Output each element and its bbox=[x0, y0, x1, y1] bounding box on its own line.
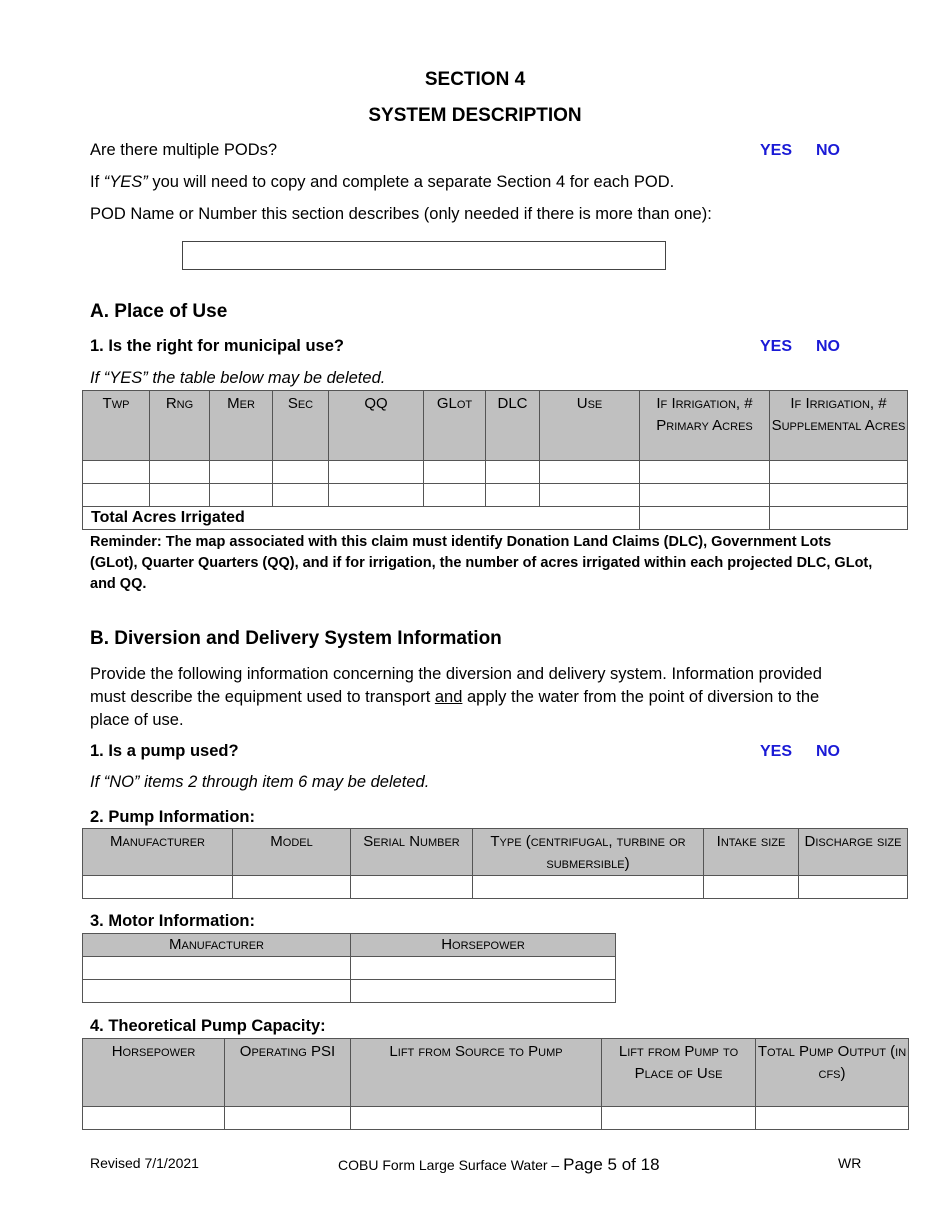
motor-info-table bbox=[82, 933, 616, 1003]
capacity-title: 4. Theoretical Pump Capacity: bbox=[90, 1017, 326, 1035]
page-title: SYSTEM DESCRIPTION bbox=[368, 105, 582, 126]
col-twp: Twp bbox=[83, 391, 150, 461]
copy-note-prefix: If bbox=[90, 173, 104, 191]
municipal-use-note: If “YES” the table below may be deleted. bbox=[90, 369, 386, 387]
multiple-pods-yes[interactable]: YES bbox=[760, 142, 793, 159]
municipal-use-yes[interactable]: YES bbox=[760, 338, 793, 355]
copy-note bbox=[90, 173, 674, 192]
place-of-use-table bbox=[82, 390, 908, 530]
col-dlc: DLC bbox=[486, 391, 540, 461]
pump-used-note: If “NO” items 2 through item 6 may be deleted. bbox=[90, 773, 430, 791]
col-mer: Mer bbox=[210, 391, 273, 461]
section-b-title: B. Diversion and Delivery System Information bbox=[90, 628, 502, 649]
col-motor-manufacturer: Manufacturer bbox=[83, 934, 351, 957]
intro-part-1: Provide the following information concerning the diversion and delivery system. Information provided must describe the equipment used to transport bbox=[90, 665, 822, 706]
form-code: WR bbox=[838, 1155, 862, 1171]
section-b-intro bbox=[90, 663, 840, 732]
map-reminder: Reminder: The map associated with this claim must identify Donation Land Claims (DLC), Government Lots (GLot), Quarter Quarters (QQ), and if for irrigation, the number of acres irrigated within each projected DLC, GLot, and QQ. bbox=[90, 534, 873, 592]
col-rng: Rng bbox=[150, 391, 210, 461]
col-motor-horsepower: Horsepower bbox=[351, 934, 616, 957]
col-sec: Sec bbox=[273, 391, 329, 461]
pump-used-question: 1. Is a pump used? bbox=[90, 742, 239, 760]
col-lift-source: Lift from Source to Pump bbox=[351, 1039, 602, 1107]
pump-capacity-table bbox=[82, 1038, 909, 1130]
table-row[interactable] bbox=[83, 1107, 909, 1130]
col-discharge-size: Discharge size bbox=[799, 829, 908, 876]
total-supplemental-acres[interactable] bbox=[770, 507, 908, 530]
table-row[interactable] bbox=[83, 461, 908, 484]
col-use: Use bbox=[540, 391, 640, 461]
table-row[interactable] bbox=[83, 484, 908, 507]
col-type: Type (centrifugal, turbine or submersible) bbox=[473, 829, 704, 876]
pump-used-no[interactable]: NO bbox=[816, 743, 840, 760]
multiple-pods-question: Are there multiple PODs? bbox=[90, 141, 278, 159]
form-name bbox=[338, 1155, 660, 1175]
col-glot: GLot bbox=[424, 391, 486, 461]
municipal-use-question: 1. Is the right for municipal use? bbox=[90, 337, 344, 355]
col-qq: QQ bbox=[329, 391, 424, 461]
col-primary-acres: If Irrigation, # Primary Acres bbox=[640, 391, 770, 461]
col-total-output: Total Pump Output (in cfs) bbox=[756, 1039, 909, 1107]
motor-info-title: 3. Motor Information: bbox=[90, 912, 255, 930]
multiple-pods-no[interactable]: NO bbox=[816, 142, 840, 159]
pod-name-label: POD Name or Number this section describes (only needed if there is more than one): bbox=[90, 205, 712, 223]
pump-info-title: 2. Pump Information: bbox=[90, 808, 255, 826]
intro-and: and bbox=[434, 688, 463, 706]
col-operating-psi: Operating PSI bbox=[225, 1039, 351, 1107]
table-row[interactable] bbox=[83, 957, 616, 980]
col-supplemental-acres: If Irrigation, # Supplemental Acres bbox=[770, 391, 908, 461]
copy-note-rest: you will need to copy and complete a separate Section 4 for each POD. bbox=[147, 173, 675, 191]
municipal-use-no[interactable]: NO bbox=[816, 338, 840, 355]
page-number: Page 5 of 18 bbox=[563, 1155, 660, 1174]
col-manufacturer: Manufacturer bbox=[83, 829, 233, 876]
col-cap-horsepower: Horsepower bbox=[83, 1039, 225, 1107]
total-acres-label: Total Acres Irrigated bbox=[83, 507, 640, 530]
pump-info-table bbox=[82, 828, 908, 899]
section-number: SECTION 4 bbox=[424, 69, 526, 90]
table-row[interactable] bbox=[83, 980, 616, 1003]
col-intake-size: Intake size bbox=[704, 829, 799, 876]
table-row[interactable] bbox=[83, 876, 908, 899]
intro-part-2: apply the water from the point of diversion to the place of use. bbox=[90, 688, 820, 729]
total-primary-acres[interactable] bbox=[640, 507, 770, 530]
form-title: COBU Form Large Surface Water – bbox=[338, 1157, 564, 1173]
col-model: Model bbox=[233, 829, 351, 876]
section-a-title: A. Place of Use bbox=[90, 301, 228, 322]
revised-date: Revised 7/1/2021 bbox=[90, 1155, 199, 1171]
pump-used-yes[interactable]: YES bbox=[760, 743, 793, 760]
copy-note-italic: “YES” bbox=[103, 173, 148, 191]
pod-name-input[interactable] bbox=[182, 241, 666, 270]
col-serial-number: Serial Number bbox=[351, 829, 473, 876]
col-lift-place: Lift from Pump to Place of Use bbox=[602, 1039, 756, 1107]
